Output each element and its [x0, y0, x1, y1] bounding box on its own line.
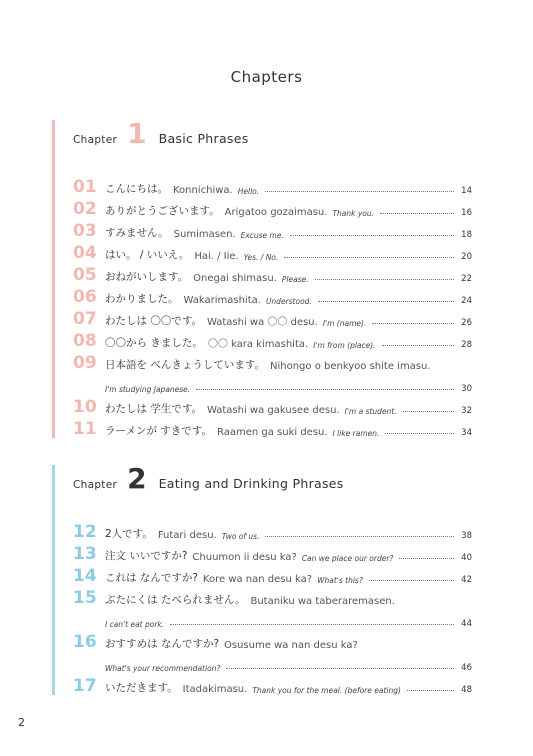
entry-english: I'm (name). [322, 319, 367, 328]
chapter-1-section [52, 117, 472, 439]
entry-english: Can we place our order? [301, 554, 394, 563]
entry-page: 40 [461, 553, 472, 563]
entry-english: I like ramen. [332, 429, 380, 438]
entry-english: I can't eat pork. [105, 620, 165, 629]
entry-japanese: はい。 / いいえ。 [105, 249, 190, 261]
leader-dots [226, 668, 454, 669]
entry-number: 04 [73, 243, 97, 263]
leader-dots [265, 536, 454, 537]
entry-english: I'm a student. [344, 407, 397, 416]
entry-japanese: こんにちは。 [105, 183, 168, 195]
entry-page: 24 [461, 296, 472, 306]
entry-page: 46 [461, 663, 472, 673]
entry-page: 14 [461, 186, 472, 196]
entry-page: 26 [461, 318, 472, 328]
entry-romaji: Sumimasen. [173, 229, 236, 240]
entry-number: 03 [73, 221, 97, 241]
entry-english: Two of us. [221, 532, 260, 541]
entry-number: 10 [73, 397, 97, 417]
leader-dots [407, 690, 454, 691]
entry-page: 22 [461, 274, 472, 284]
entry-number: 06 [73, 287, 97, 307]
toc-entry[interactable] [73, 350, 472, 394]
entry-japanese: わたしは 〇〇です。 [105, 315, 202, 327]
chapter-label: Chapter [73, 134, 118, 146]
leader-dots [196, 389, 454, 390]
entry-japanese: わかりました。 [105, 293, 179, 305]
toc-entry[interactable] [73, 328, 472, 350]
entry-english: What's this? [317, 576, 363, 585]
entry-romaji: Futari desu. [157, 530, 217, 541]
entry-english: What's your recommendation? [105, 664, 221, 673]
toc-entry[interactable] [73, 284, 472, 306]
entry-romaji: Kore wa nan desu ka? [202, 574, 313, 585]
entry-english: Yes. / No. [243, 253, 279, 262]
leader-dots [372, 323, 454, 324]
page-number: 2 [18, 716, 25, 729]
toc-entry[interactable] [73, 218, 472, 240]
entry-number: 07 [73, 309, 97, 329]
entry-japanese: 注文 いいですか? [105, 550, 188, 562]
leader-dots [369, 580, 454, 581]
entry-japanese: いただきます。 [105, 682, 178, 694]
entry-romaji: Itadakimasu. [182, 684, 248, 695]
toc-entry[interactable] [73, 541, 472, 563]
page-title: Chapters [230, 68, 303, 86]
entry-english: Thank you for the meal. (before eating) [252, 686, 401, 695]
leader-dots [265, 191, 454, 192]
entry-page: 16 [461, 208, 472, 218]
entry-japanese: おねがいします。 [105, 271, 189, 283]
entry-page: 18 [461, 230, 472, 240]
entry-page: 38 [461, 531, 472, 541]
toc-entry[interactable] [73, 394, 472, 416]
leader-dots [170, 624, 454, 625]
chapter-1-heading [73, 117, 472, 160]
entry-page: 42 [461, 575, 472, 585]
entry-number: 16 [73, 632, 97, 652]
entry-romaji: Hai. / Iie. [194, 251, 239, 262]
entry-romaji: Nihongo o benkyoo shite imasu. [270, 361, 431, 372]
entry-japanese: 2人です。 [105, 528, 153, 540]
entry-japanese: 日本語を べんきょうしています。 [105, 359, 265, 371]
entry-page: 32 [461, 406, 472, 416]
entry-romaji: Butaniku wa taberaremasen. [250, 596, 395, 607]
chapter-label: Chapter [73, 479, 118, 491]
toc-entry[interactable] [73, 262, 472, 284]
entry-romaji: Raamen ga suki desu. [216, 427, 328, 438]
chapter-number: 1 [127, 117, 147, 150]
toc-entry[interactable] [73, 585, 472, 629]
entry-english: Hello. [237, 187, 260, 196]
entry-japanese: わたしは 学生です。 [105, 403, 202, 415]
toc-entry[interactable] [73, 519, 472, 541]
leader-dots [318, 301, 454, 302]
chapter-2-section [52, 462, 472, 696]
leader-dots [403, 411, 454, 412]
entry-page: 34 [461, 428, 472, 438]
entry-english: Please. [281, 275, 309, 284]
entry-romaji: Onegai shimasu. [193, 273, 277, 284]
entry-romaji: Arigatoo gozaimasu. [224, 207, 328, 218]
entry-number: 08 [73, 331, 97, 351]
entry-number: 15 [73, 588, 97, 608]
entry-number: 13 [73, 544, 97, 564]
entry-japanese: すみません。 [105, 227, 169, 239]
entry-number: 09 [73, 353, 97, 373]
toc-entry[interactable] [73, 563, 472, 585]
entry-japanese: ラーメンが すきです。 [105, 425, 212, 437]
entry-page: 48 [461, 685, 472, 695]
entry-romaji: Watashi wa gakusee desu. [207, 405, 340, 416]
chapter-number: 2 [127, 462, 147, 495]
entry-english: Understood. [265, 297, 312, 306]
toc-entry[interactable] [73, 196, 472, 218]
entry-japanese: ぶたにくは たべられません。 [105, 594, 246, 606]
entry-romaji: Konnichiwa. [173, 185, 233, 196]
entry-number: 17 [73, 676, 97, 696]
toc-entry[interactable] [73, 629, 472, 673]
entry-number: 12 [73, 522, 97, 542]
toc-entry[interactable] [73, 306, 472, 328]
entry-romaji: Osusume wa nan desu ka? [224, 640, 358, 651]
toc-entry[interactable] [73, 174, 472, 196]
entry-number: 05 [73, 265, 97, 285]
leader-dots [290, 235, 454, 236]
entry-japanese: 〇〇から きました。 [105, 337, 203, 349]
entry-page: 28 [461, 340, 472, 350]
leader-dots [382, 345, 454, 346]
entry-page: 44 [461, 619, 472, 629]
leader-dots [399, 558, 454, 559]
toc-entry[interactable] [73, 240, 472, 262]
entry-english: I'm from (place). [313, 341, 376, 350]
entry-number: 01 [73, 177, 97, 197]
entry-english: Thank you. [332, 209, 375, 218]
entry-romaji: Wakarimashita. [183, 295, 261, 306]
leader-dots [284, 257, 454, 258]
entry-romaji: Watashi wa 〇〇 desu. [207, 317, 318, 328]
entry-page: 30 [461, 384, 472, 394]
entry-english: Excuse me. [240, 231, 284, 240]
entry-number: 11 [73, 419, 97, 439]
entry-number: 02 [73, 199, 97, 219]
entry-number: 14 [73, 566, 97, 586]
entry-romaji: Chuumon ii desu ka? [192, 552, 297, 563]
leader-dots [385, 433, 454, 434]
toc-entry[interactable] [73, 416, 472, 438]
entry-japanese: ありがとうございます。 [105, 205, 220, 217]
entry-japanese: おすすめは なんですか? [105, 638, 220, 650]
entry-romaji: 〇〇 kara kimashita. [207, 339, 309, 350]
chapter-title: Eating and Drinking Phrases [158, 476, 344, 491]
chapter-title: Basic Phrases [158, 131, 249, 146]
entry-page: 20 [461, 252, 472, 262]
leader-dots [315, 279, 454, 280]
entry-english: I'm studying Japanese. [105, 385, 191, 394]
chapter-2-heading [73, 462, 472, 505]
toc-entry[interactable] [73, 673, 472, 695]
leader-dots [380, 213, 454, 214]
entry-japanese: これは なんですか? [105, 572, 198, 584]
